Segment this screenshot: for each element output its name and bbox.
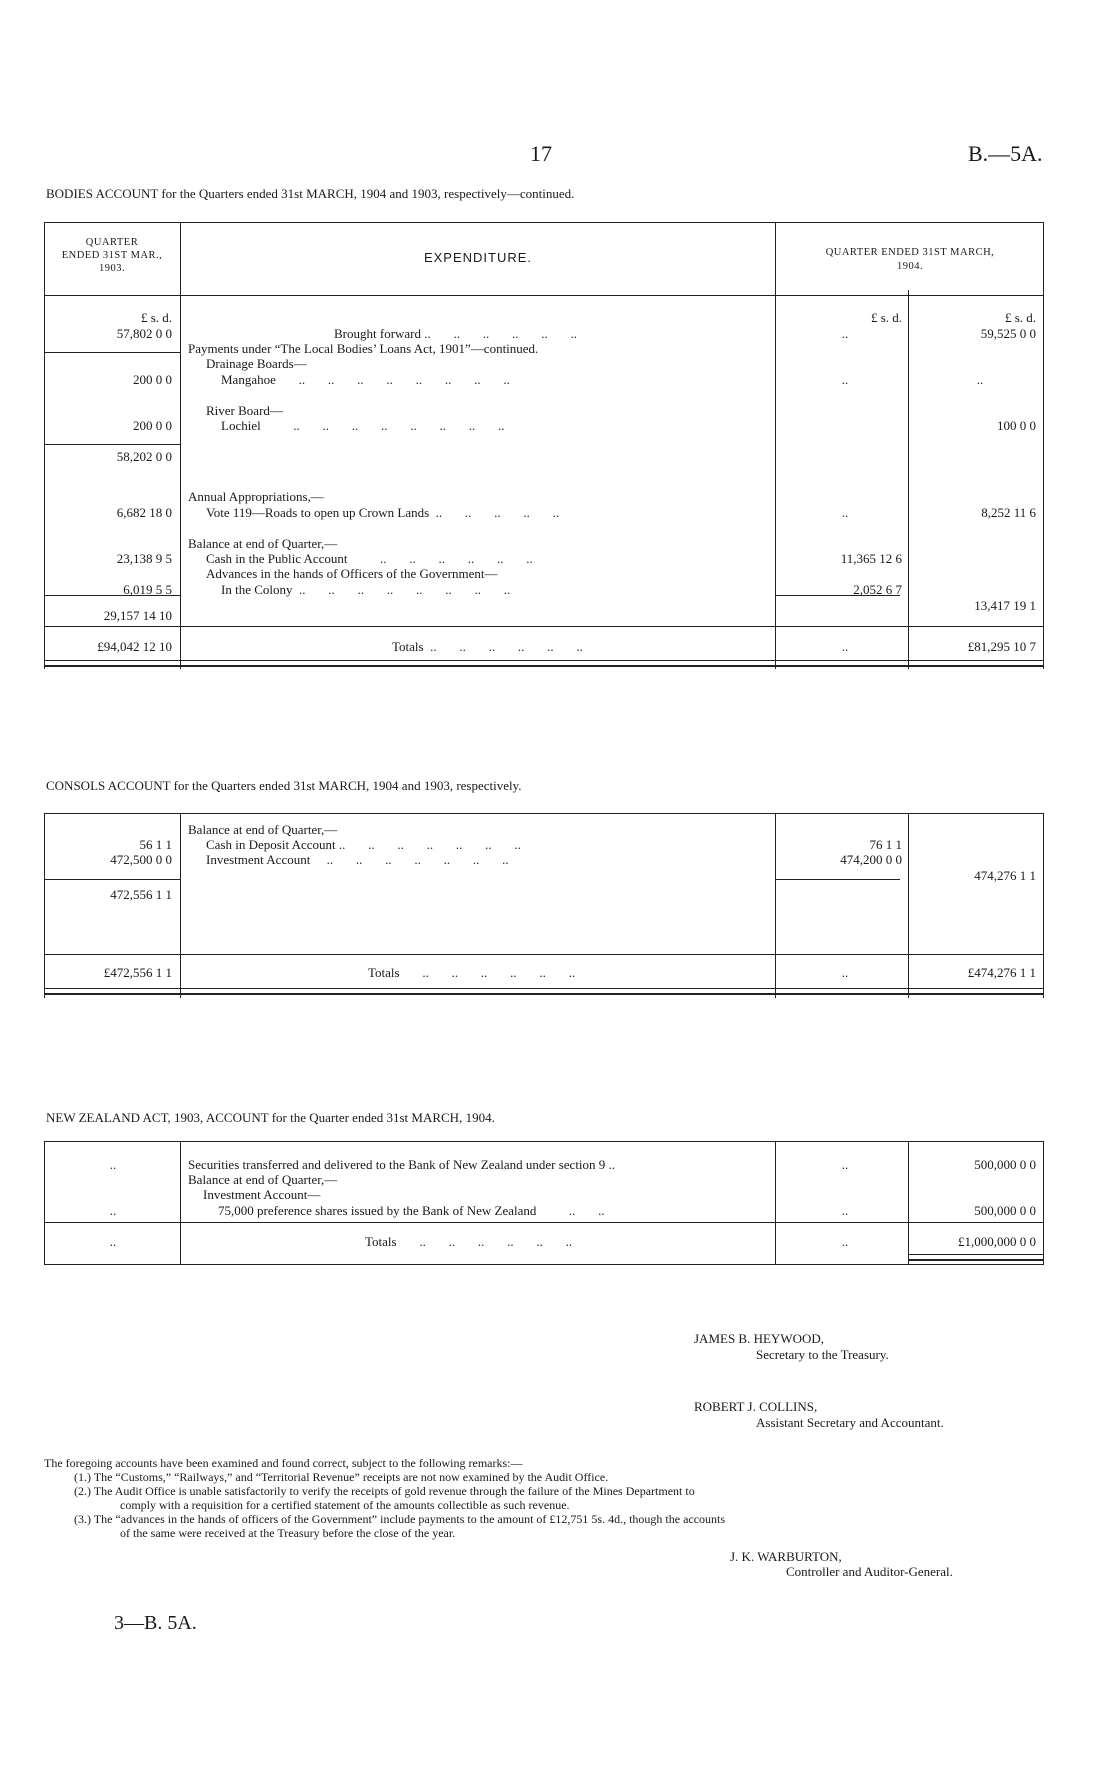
row-description: 75,000 preference shares issued by the Bank of New Zealand .. .. bbox=[218, 1203, 605, 1218]
sub-heading: Drainage Boards— bbox=[206, 356, 307, 371]
col-header-expenditure: EXPENDITURE. bbox=[423, 250, 533, 265]
amount-1904: .. bbox=[976, 372, 984, 387]
total-inner: .. bbox=[841, 639, 849, 654]
total-1904: £81,295 10 7 bbox=[967, 639, 1036, 654]
row-description: Securities transferred and delivered to the Bank of New Zealand under section 9 .. bbox=[188, 1157, 616, 1172]
amount-1903: 57,802 0 0 bbox=[116, 326, 172, 341]
section-heading: Annual Appropriations,— bbox=[188, 489, 324, 504]
section-heading: Balance at end of Quarter,— bbox=[188, 536, 338, 551]
lsd-header-left: £ s. d. bbox=[140, 310, 172, 325]
remark-item: (2.) The Audit Office is unable satisfactorily to verify the receipts of gold revenue through the failure of the Mines Department to bbox=[74, 1484, 695, 1498]
amount-inner: .. bbox=[841, 372, 849, 387]
row-description: Lochiel .. .. .. .. .. .. .. .. bbox=[221, 418, 505, 433]
amount-1904: 474,276 1 1 bbox=[974, 868, 1036, 883]
amount-1903: 56 1 1 bbox=[139, 837, 172, 852]
col-header-1904: QUARTER ENDED 31ST MARCH, 1904. bbox=[825, 247, 995, 272]
document-reference: B.—5A. bbox=[968, 141, 1043, 166]
bodies-account-title: BODIES ACCOUNT for the Quarters ended 31st MARCH, 1904 and 1903, respectively—continued. bbox=[46, 186, 575, 201]
page-number: 17 bbox=[530, 141, 552, 166]
total-inner: .. bbox=[841, 965, 849, 980]
amount-1904: 100 0 0 bbox=[997, 418, 1036, 433]
row-description: Investment Account .. .. .. .. .. .. .. bbox=[206, 852, 509, 867]
col-header-1903: QUARTER ENDED 31ST MAR., 1903. bbox=[61, 237, 163, 274]
amount-1903: 200 0 0 bbox=[133, 372, 172, 387]
row-description: Mangahoe .. .. .. .. .. .. .. .. bbox=[221, 372, 510, 387]
subtotal-1903: 29,157 14 10 bbox=[103, 608, 172, 623]
amount-inner: 474,200 0 0 bbox=[840, 852, 902, 867]
sub-heading: Advances in the hands of Officers of the Government— bbox=[206, 566, 498, 581]
amount-1903: 472,500 0 0 bbox=[110, 852, 172, 867]
amount-inner: .. bbox=[841, 326, 849, 341]
amount-1904: 500,000 0 0 bbox=[974, 1157, 1036, 1172]
sub-heading: River Board— bbox=[206, 403, 283, 418]
amount-1903: 200 0 0 bbox=[133, 418, 172, 433]
remark-item: (1.) The “Customs,” “Railways,” and “Territorial Revenue” receipts are not now examined by the Audit Office. bbox=[74, 1470, 609, 1484]
amount-inner: .. bbox=[841, 1203, 849, 1218]
amount-inner: .. bbox=[841, 505, 849, 520]
amount-1904: 13,417 19 1 bbox=[974, 598, 1036, 613]
remark-item-continued: of the same were received at the Treasury before the close of the year. bbox=[120, 1526, 456, 1540]
signatory-title: Assistant Secretary and Accountant. bbox=[756, 1415, 944, 1430]
consols-account-title: CONSOLS ACCOUNT for the Quarters ended 31st MARCH, 1904 and 1903, respectively. bbox=[46, 778, 522, 793]
auditor-name: J. K. WARBURTON, bbox=[730, 1549, 842, 1564]
total-1903: £94,042 12 10 bbox=[97, 639, 172, 654]
row-description: Vote 119—Roads to open up Crown Lands .. .. .. .. .. bbox=[206, 505, 560, 520]
lsd-header-outer: £ s. d. bbox=[1004, 310, 1036, 325]
row-description: Cash in the Public Account .. .. .. .. .. .. bbox=[206, 551, 533, 566]
amount-1903: 23,138 9 5 bbox=[116, 551, 172, 566]
signatory-title: Secretary to the Treasury. bbox=[756, 1347, 889, 1362]
totals-label: Totals .. .. .. .. .. .. bbox=[368, 965, 576, 980]
amount-1903: .. bbox=[109, 1157, 117, 1172]
amount-1904: 500,000 0 0 bbox=[974, 1203, 1036, 1218]
amount-1903: 6,682 18 0 bbox=[116, 505, 172, 520]
row-description: In the Colony .. .. .. .. .. .. .. .. bbox=[221, 582, 511, 597]
row-description: Cash in Deposit Account .. .. .. .. .. .. .. bbox=[206, 837, 521, 852]
signatory-name: ROBERT J. COLLINS, bbox=[694, 1399, 818, 1414]
auditor-title: Controller and Auditor-General. bbox=[786, 1564, 953, 1579]
totals-label: Totals .. .. .. .. .. .. bbox=[392, 639, 583, 654]
amount-inner: 11,365 12 6 bbox=[840, 551, 902, 566]
lsd-header-inner: £ s. d. bbox=[870, 310, 902, 325]
total-1903: £472,556 1 1 bbox=[103, 965, 172, 980]
amount-inner: .. bbox=[841, 1157, 849, 1172]
amount-1903: .. bbox=[109, 1203, 117, 1218]
amount-1903: 6,019 5 5 bbox=[123, 582, 172, 597]
section-heading: Balance at end of Quarter,— bbox=[188, 822, 338, 837]
total-1904: £474,276 1 1 bbox=[967, 965, 1036, 980]
section-heading: Payments under “The Local Bodies’ Loans Act, 1901”—continued. bbox=[188, 341, 539, 356]
sub-heading: Investment Account— bbox=[203, 1187, 321, 1202]
totals-label: Totals .. .. .. .. .. .. bbox=[365, 1234, 573, 1249]
total-inner: .. bbox=[841, 1234, 849, 1249]
amount-1904: 59,525 0 0 bbox=[980, 326, 1036, 341]
subtotal-1903: 58,202 0 0 bbox=[116, 449, 172, 464]
total-1904: £1,000,000 0 0 bbox=[958, 1234, 1036, 1249]
amount-inner: 76 1 1 bbox=[869, 837, 902, 852]
section-heading: Balance at end of Quarter,— bbox=[188, 1172, 338, 1187]
amount-inner: 2,052 6 7 bbox=[853, 582, 902, 597]
subtotal-1903: 472,556 1 1 bbox=[110, 887, 172, 902]
remark-item: (3.) The “advances in the hands of officers of the Government” include payments to the amount of £12,751 5s. 4d., though the accounts bbox=[74, 1512, 726, 1526]
sheet-signature: 3—B. 5A. bbox=[114, 1612, 197, 1634]
remarks-intro: The foregoing accounts have been examined and found correct, subject to the following remarks:— bbox=[44, 1456, 523, 1470]
remark-item-continued: comply with a requisition for a certified statement of the amounts collectible as such revenue. bbox=[120, 1498, 570, 1512]
amount-1904: 8,252 11 6 bbox=[981, 505, 1036, 520]
total-1903: .. bbox=[109, 1234, 117, 1249]
signatory-name: JAMES B. HEYWOOD, bbox=[694, 1331, 824, 1346]
nz-act-account-title: NEW ZEALAND ACT, 1903, ACCOUNT for the Quarter ended 31st MARCH, 1904. bbox=[46, 1110, 495, 1125]
row-description: Brought forward .. .. .. .. .. .. bbox=[334, 326, 578, 341]
